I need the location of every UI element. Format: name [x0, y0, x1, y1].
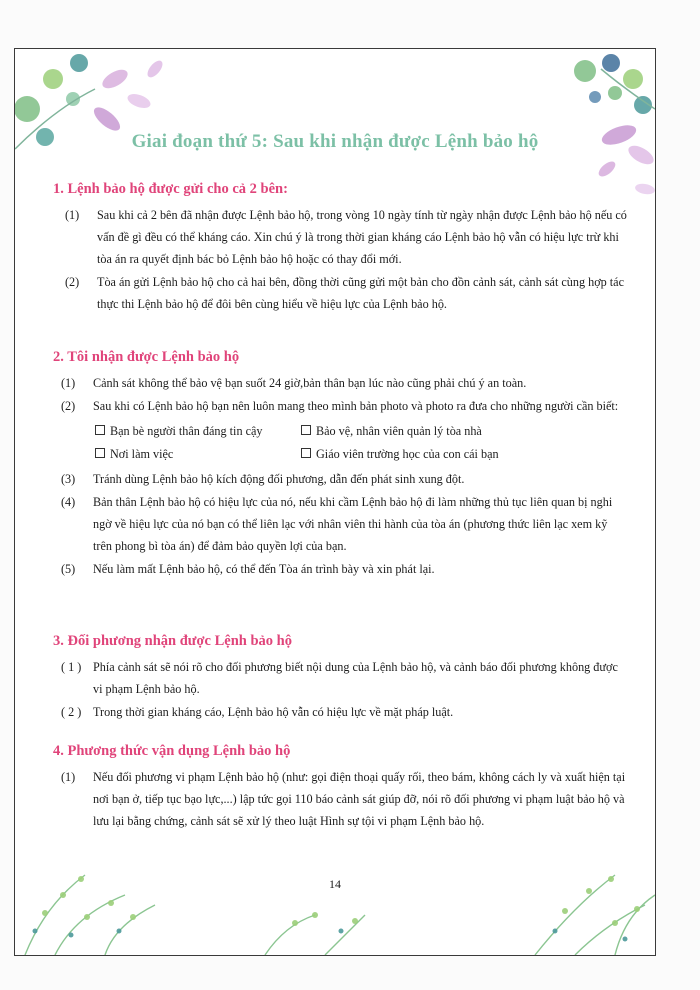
checkbox-icon [301, 425, 311, 435]
item-number: ( 1 ) [61, 660, 82, 674]
list-item [61, 766, 627, 832]
item-number: (2) [61, 399, 76, 413]
checklist-item: Bạn bè người thân đáng tin cậy [95, 421, 301, 441]
item-text: Sau khi cả 2 bên đã nhận được Lệnh bảo hộ, trong vòng 10 ngày tính từ ngày nhận được Lệnh bảo hộ nếu có vấn đề gì đều có thể kháng cáo. Xin chú ý là trong thời gian kháng cáo Lệnh bảo hộ vẫn có hiệu lực trừ khi tòa án ra quyết định bác bỏ Lệnh bảo hộ hoặc có thay đổi mới. [97, 208, 627, 266]
item-text: Nếu đối phương vi phạm Lệnh bảo hộ (như: gọi điện thoại quấy rối, theo bám, không cách ly và xuất hiện tại nơi bạn ở, tiếp tục bạo lực,...) lập tức gọi 110 báo cảnh sát giúp đỡ, nói rõ đối phương vi phạm luật bảo hộ và lưu lại bằng chứng, cảnh sát sẽ xử lý theo luật Hình sự tội vi phạm Lệnh bảo hộ. [93, 770, 626, 828]
list-item [61, 491, 627, 557]
checklist [95, 421, 627, 464]
item-number: (1) [65, 208, 80, 222]
item-number: (3) [61, 472, 76, 486]
checkbox-icon [95, 448, 105, 458]
item-number: (2) [65, 275, 80, 289]
section-title: Phương thức vận dụng Lệnh bảo hộ [67, 743, 291, 759]
section-heading [53, 743, 627, 760]
item-text: Phía cảnh sát sẽ nói rõ cho đối phương biết nội dung của Lệnh bảo hộ, và cảnh báo đối phương không được vi phạm Lệnh bảo hộ. [93, 660, 618, 696]
page-title: Giai đoạn thứ 5: Sau khi nhận được Lệnh bảo hộ [131, 131, 539, 152]
checklist-item: Giáo viên trường học của con cái bạn [301, 444, 561, 464]
checklist-item: Nơi làm việc [95, 444, 301, 464]
section-number: 1. [53, 181, 64, 197]
list-item [65, 204, 627, 270]
item-text: Tòa án gửi Lệnh bảo hộ cho cả hai bên, đồng thời cũng gửi một bản cho đồn cảnh sát, cảnh sát cùng hợp tác thực thi Lệnh bảo hộ để đôi bên cùng hiểu về hiệu lực của Lệnh bảo hộ. [97, 275, 624, 311]
list-item [61, 558, 627, 580]
list-item [61, 372, 627, 394]
section-title: Lệnh bảo hộ được gửi cho cả 2 bên: [67, 181, 288, 197]
item-number: (5) [61, 562, 76, 576]
section-heading [53, 181, 627, 198]
checklist-item: Bảo vệ, nhân viên quản lý tòa nhà [301, 421, 561, 441]
section-heading [53, 633, 627, 650]
list-item [61, 656, 627, 700]
list-item [61, 468, 627, 490]
section-title: Tôi nhận được Lệnh bảo hộ [67, 349, 240, 365]
section-title: Đối phương nhận được Lệnh bảo hộ [67, 633, 292, 649]
floral-decoration-bottom [15, 835, 655, 955]
item-text: Cảnh sát không thể bảo vệ bạn suốt 24 giờ,bản thân bạn lúc nào cũng phải chú ý an toàn. [93, 376, 527, 390]
item-number: (1) [61, 376, 76, 390]
section-3 [53, 633, 627, 724]
item-number: (4) [61, 495, 76, 509]
item-number: ( 2 ) [61, 705, 82, 719]
checkbox-icon [95, 425, 105, 435]
section-1 [53, 181, 627, 316]
item-text: Bản thân Lệnh bảo hộ có hiệu lực của nó, nếu khi cầm Lệnh bảo hộ đi làm những thủ tục liên quan bị nghi ngờ về hiệu lực của nó bạn có thể liên lạc với nhân viên thi hành của tòa án (phương thức liên lạc xem kỹ trên phong bì tòa án) để đảm bảo quyền lợi của bạn. [93, 495, 613, 553]
list-item [61, 701, 627, 723]
section-2 [53, 349, 627, 581]
item-text: Trong thời gian kháng cáo, Lệnh bảo hộ vẫn có hiệu lực về mặt pháp luật. [93, 705, 454, 719]
section-number: 4. [53, 743, 64, 759]
section-heading [53, 349, 627, 366]
item-number: (1) [61, 770, 76, 784]
item-text: Sau khi có Lệnh bảo hộ bạn nên luôn mang theo mình bản photo và photo ra đưa cho những người cần biết: [93, 399, 619, 413]
section-4 [53, 743, 627, 833]
section-number: 2. [53, 349, 64, 365]
document-page [14, 48, 656, 956]
item-text: Tránh dùng Lệnh bảo hộ kích động đối phương, dẫn đến phát sinh xung đột. [93, 472, 465, 486]
checkbox-icon [301, 448, 311, 458]
list-item [65, 271, 627, 315]
section-number: 3. [53, 633, 64, 649]
item-text: Nếu làm mất Lệnh bảo hộ, có thể đến Tòa án trình bày và xin phát lại. [93, 562, 435, 576]
list-item [61, 395, 627, 417]
page-number: 14 [329, 877, 341, 891]
floral-decoration-top-left [15, 49, 215, 179]
